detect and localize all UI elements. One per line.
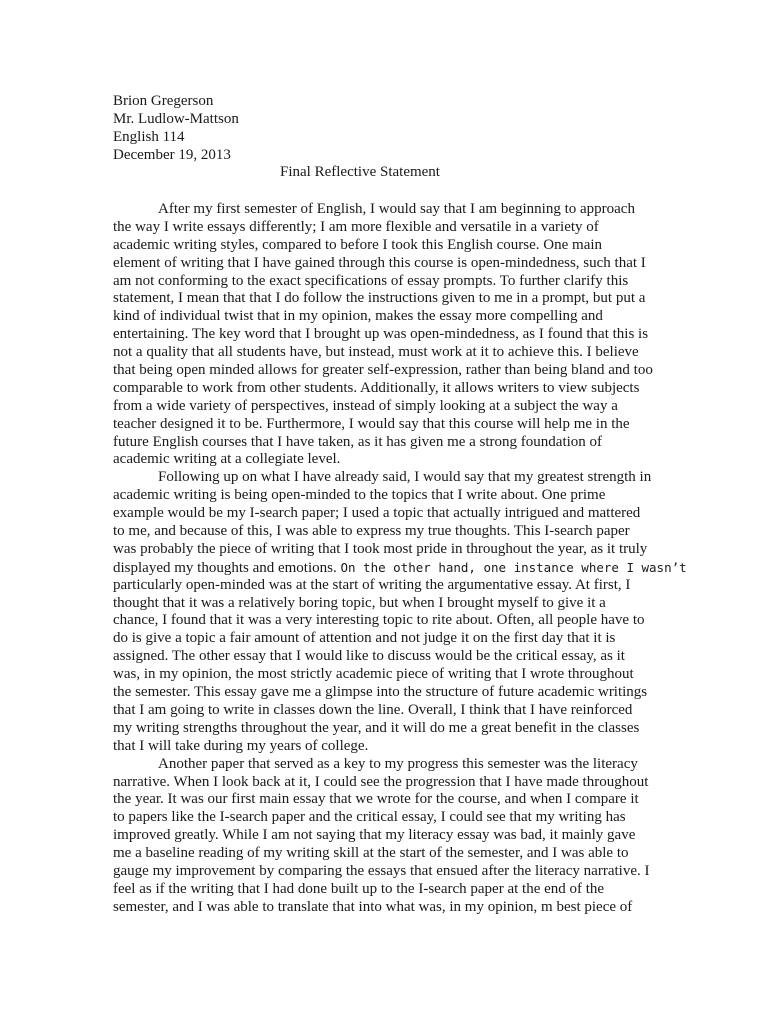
document-header <box>113 93 239 165</box>
text-line: from a wide variety of perspectives, instead of simply looking at a subject the way a <box>113 397 618 414</box>
text-segment: displayed my thoughts and emotions. <box>113 559 341 576</box>
text-line: to me, and because of this, I was able to express my true thoughts. This I-search paper <box>113 523 630 540</box>
paragraph-2 <box>113 469 687 755</box>
instructor-name: Mr. Ludlow-Mattson <box>113 110 239 127</box>
document-date: December 19, 2013 <box>113 146 231 163</box>
document-title: Final Reflective Statement <box>280 164 440 180</box>
text-line: my writing strengths throughout the year, and it will do me a great benefit in the classes <box>113 719 640 736</box>
text-line: future English courses that I have taken, as it has given me a strong foundation of <box>113 433 603 450</box>
text-line: Another paper that served as a key to my progress this semester was the literacy <box>158 755 638 772</box>
text-line: the semester. This essay gave me a glimpse into the structure of future academic writings <box>113 684 648 701</box>
text-line: was, in my opinion, the most strictly academic piece of writing that I wrote throughout <box>113 666 634 683</box>
text-line: assigned. The other essay that I would like to discuss would be the critical essay, as it <box>113 648 625 665</box>
text-line: semester, and I was able to translate that into what was, in my opinion, m best piece of <box>113 898 633 915</box>
text-line: feel as if the writing that I had done built up to the I-search paper at the end of the <box>113 880 605 897</box>
text-line: the year. It was our first main essay that we wrote for the course, and when I compare it <box>113 791 639 808</box>
document-body <box>113 201 687 917</box>
text-line: chance, I found that it was a very interesting topic to rite about. Often, all people have to <box>113 612 645 629</box>
paragraph-3 <box>113 756 673 917</box>
text-line: comparable to work from other students. Additionally, it allows writers to view subjects <box>113 379 640 396</box>
text-line: that I will take during my years of college. <box>113 737 369 754</box>
text-line: Following up on what I have already said, I would say that my greatest strength in <box>158 469 652 486</box>
text-line: statement, I mean that that I do follow the instructions given to me in a prompt, but put a <box>113 290 646 307</box>
text-line: me a baseline reading of my writing skill at the start of the semester, and I was able to <box>113 845 629 862</box>
text-line: thought that it was a relatively boring topic, but when I brought myself to give it a <box>113 594 606 611</box>
text-line: entertaining. The key word that I brought up was open-mindedness, as I found that this is <box>113 326 649 343</box>
alternate-font-segment: On the other hand, one instance where I wasn’t <box>340 559 687 575</box>
text-line: that being open minded allows for greater self-expression, rather than being bland and too <box>113 362 653 379</box>
text-line: element of writing that I have gained through this course is open-mindedness, such that I <box>113 254 646 271</box>
text-line: academic writing is being open-minded to the topics that I write about. One prime <box>113 487 606 504</box>
text-line: improved greatly. While I am not saying that my literacy essay was bad, it mainly gave <box>113 827 636 844</box>
text-line: particularly open-minded was at the start of writing the argumentative essay. At first, I <box>113 576 631 593</box>
text-line: example would be my I-search paper; I used a topic that actually intrigued and mattered <box>113 505 641 522</box>
text-line: the way I write essays differently; I am more flexible and versatile in a variety of <box>113 218 599 235</box>
text-line: gauge my improvement by comparing the essays that ensued after the literacy narrative. I <box>113 862 650 879</box>
course-name: English 114 <box>113 128 185 145</box>
mixed-font-line <box>113 559 687 577</box>
text-line: After my first semester of English, I would say that I am beginning to approach <box>158 201 635 217</box>
paragraph-1 <box>113 201 673 469</box>
text-line: to papers like the I-search paper and the critical essay, I could see that my writing has <box>113 809 626 826</box>
text-line: was probably the piece of writing that I took most pride in throughout the year, as it truly <box>113 540 648 557</box>
text-line: narrative. When I look back at it, I could see the progression that I have made throughout <box>113 773 649 790</box>
text-line: do is give a topic a fair amount of attention and not judge it on the first day that it is <box>113 630 616 647</box>
text-line: kind of individual twist that in my opinion, makes the essay more compelling and <box>113 308 603 325</box>
text-line: am not conforming to the exact specifications of essay prompts. To further clarify this <box>113 272 629 289</box>
text-line: academic writing styles, compared to before I took this English course. One main <box>113 236 603 253</box>
text-line: academic writing at a collegiate level. <box>113 451 341 468</box>
text-line: that I am going to write in classes down the line. Overall, I think that I have reinforced <box>113 701 633 718</box>
text-line: teacher designed it to be. Furthermore, I would say that this course will help me in the <box>113 415 630 432</box>
text-line: not a quality that all students have, but instead, must work at it to achieve this. I believe <box>113 344 639 361</box>
author-name: Brion Gregerson <box>113 93 214 109</box>
